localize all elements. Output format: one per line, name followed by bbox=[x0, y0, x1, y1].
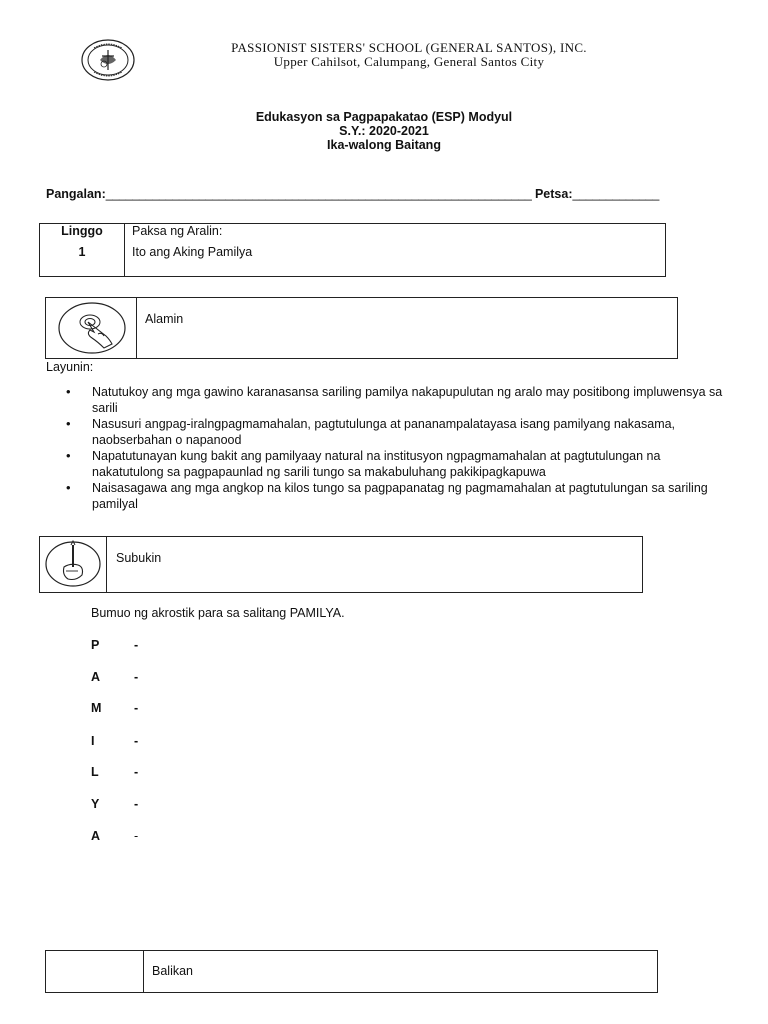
acrostic-instruction: Bumuo ng akrostik para sa salitang PAMILYA. bbox=[91, 606, 345, 620]
balikan-box bbox=[45, 950, 658, 993]
school-year: S.Y.: 2020-2021 bbox=[339, 124, 429, 138]
table-divider bbox=[124, 224, 125, 276]
acrostic-letter-m: M bbox=[91, 701, 102, 715]
objectives-label: Layunin: bbox=[46, 360, 94, 374]
acrostic-letter-p: P bbox=[91, 638, 100, 652]
topic-value: Ito ang Aking Pamilya bbox=[132, 245, 253, 259]
date-label: Petsa: bbox=[534, 187, 573, 201]
balikan-label: Balikan bbox=[152, 964, 193, 978]
school-name: PASSIONIST SISTERS' SCHOOL (GENERAL SANTOS), INC. bbox=[231, 40, 587, 55]
date-field[interactable]: _____________ bbox=[572, 187, 659, 201]
acrostic-letter-a2: A bbox=[91, 829, 101, 843]
module-title: Edukasyon sa Pagpapakatao (ESP) Modyul bbox=[255, 110, 513, 124]
balikan-divider bbox=[143, 951, 144, 992]
subukin-label: Subukin bbox=[116, 551, 162, 565]
objective-item: • Napatutunayan kung bakit ang pamilyaay natural na institusyon ngpagmamahalan at pagtutulungan na nakatutulong sa pagpapaunlad ng sarili tungo sa makabuluhang pakikipagkapuwa bbox=[62, 448, 732, 480]
grade-level: Ika-walong Baitang bbox=[327, 138, 441, 152]
name-date-line bbox=[46, 187, 659, 201]
school-address: Upper Cahilsot, Calumpang, General Santos City bbox=[273, 54, 545, 69]
acrostic-letter-i: I bbox=[91, 734, 95, 748]
lesson-table bbox=[39, 223, 666, 277]
acrostic-answer-i[interactable]: - bbox=[134, 734, 139, 748]
alamin-icon-box bbox=[45, 297, 137, 359]
alamin-box bbox=[136, 297, 678, 359]
week-header: Linggo bbox=[61, 224, 103, 238]
acrostic-answer-a2[interactable]: - bbox=[134, 829, 139, 843]
name-field[interactable]: ________________________________________________________________ bbox=[105, 187, 532, 201]
objective-item: • Nasusuri angpag-iralngpagmamahalan, pagtutulunga at pananampalatayasa isang pamilyang nakasama, naobserbahan o napanood bbox=[62, 416, 732, 448]
acrostic-answer-y[interactable]: - bbox=[134, 797, 139, 811]
acrostic-letter-l: L bbox=[91, 765, 99, 779]
objectives-list bbox=[62, 384, 732, 512]
objective-item: • Natutukoy ang mga gawino karanasansa sariling pamilya nakapupulutan ng aralo may positibong impluwensya sa sarili bbox=[62, 384, 732, 416]
subukin-box bbox=[106, 536, 643, 593]
objective-item: • Naisasagawa ang mga angkop na kilos tungo sa pagpapanatag ng pagmamahalan at pagtutulungan sa sariling pamilyal bbox=[62, 480, 732, 512]
acrostic-answer-a[interactable]: - bbox=[134, 670, 139, 684]
alamin-label: Alamin bbox=[145, 312, 184, 326]
acrostic-answer-p[interactable]: - bbox=[134, 638, 139, 652]
acrostic-letter-a: A bbox=[91, 670, 101, 684]
topic-header: Paksa ng Aralin: bbox=[132, 224, 223, 238]
name-label: Pangalan: bbox=[46, 187, 106, 201]
acrostic-letter-y: Y bbox=[91, 797, 100, 811]
acrostic-answer-m[interactable]: - bbox=[134, 701, 139, 715]
hand-pencil-icon bbox=[40, 537, 106, 592]
subukin-icon-box bbox=[39, 536, 107, 593]
acrostic-answer-l[interactable]: - bbox=[134, 765, 139, 779]
week-value: 1 bbox=[78, 245, 86, 259]
touch-hand-icon bbox=[46, 298, 136, 358]
